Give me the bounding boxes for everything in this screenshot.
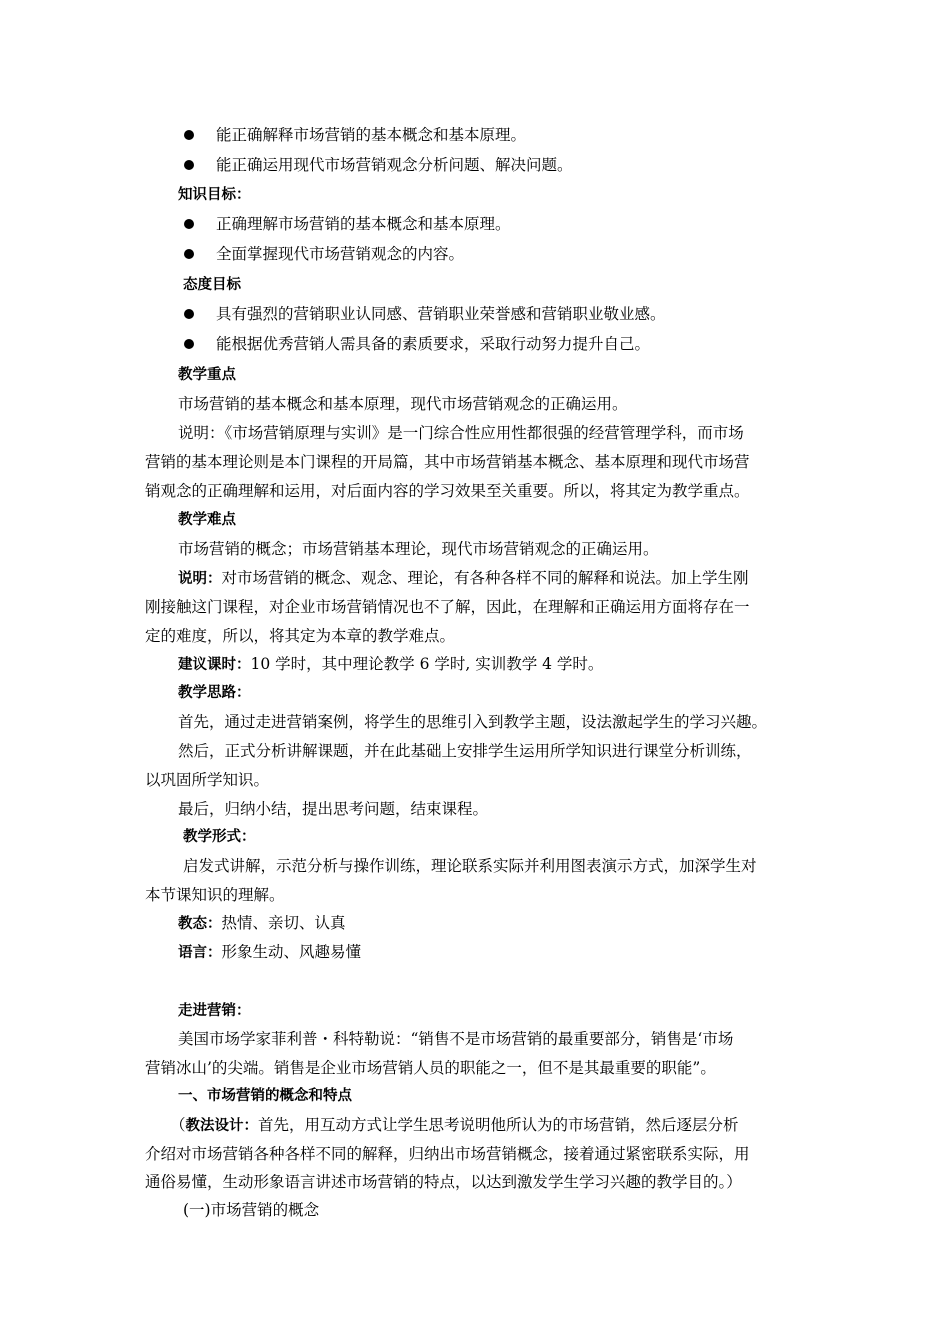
intro-heading: 走进营销：	[178, 1003, 251, 1019]
design-line: 通俗易懂，生动形象语言讲述市场营销的特点，以达到激发学生学习兴趣的教学目的。）	[145, 1173, 742, 1191]
form-heading: 教学形式：	[183, 829, 256, 845]
difficulties-note-line: 定的难度，所以，将其定为本章的教学难点。	[145, 627, 456, 645]
design-label: 教法设计：	[185, 1118, 259, 1134]
bullet-item: 全面掌握现代市场营销观念的内容。	[180, 240, 815, 268]
language-label: 语言：	[178, 945, 222, 961]
hours-line: 建议课时：10 学时，其中理论教学 6 学时, 实训教学 4 学时。	[178, 655, 604, 673]
form-line: 本节课知识的理解。	[145, 886, 285, 904]
key-points-note-line: 销观念的正确理解和运用，对后面内容的学习效果至关重要。所以，将其定为教学重点。	[145, 482, 750, 500]
difficulties-text: 市场营销的概念；市场营销基本理论，现代市场营销观念的正确运用。	[178, 540, 659, 558]
key-points-note-line: 营销的基本理论则是本门课程的开局篇，其中市场营销基本概念、基本原理和现代市场营	[145, 453, 750, 471]
approach-line: 最后，归纳小结，提出思考问题，结束课程。	[178, 800, 489, 818]
difficulties-heading: 教学难点	[178, 512, 236, 528]
design-line: （教法设计：首先，用互动方式让学生思考说明他所认为的市场营销，然后逐层分析	[170, 1116, 739, 1134]
difficulties-note-label: 说明：	[178, 571, 222, 587]
bullet-dot-icon	[184, 249, 194, 259]
section-heading: 一、市场营销的概念和特点	[178, 1088, 352, 1104]
hours-label: 建议课时：	[178, 657, 251, 673]
form-line: 启发式讲解，示范分析与操作训练，理论联系实际并利用图表演示方式，加深学生对	[183, 857, 757, 875]
bullet-item: 具有强烈的营销职业认同感、营销职业荣誉感和营销职业敬业感。	[180, 300, 815, 328]
approach-line: 首先，通过走进营销案例，将学生的思维引入到教学主题，设法激起学生的学习兴趣。	[178, 713, 768, 731]
subsection-heading: (一)市场营销的概念	[183, 1201, 320, 1219]
key-points-text: 市场营销的基本概念和基本原理，现代市场营销观念的正确运用。	[178, 395, 628, 413]
bullet-item: 能正确解释市场营销的基本概念和基本原理。	[180, 121, 815, 149]
bullet-dot-icon	[184, 339, 194, 349]
knowledge-heading: 知识目标：	[178, 187, 251, 203]
language-line: 语言：形象生动、风趣易懂	[178, 943, 362, 961]
attitude-heading: 态度目标	[183, 277, 241, 293]
difficulties-note-line: 说明：对市场营销的概念、观念、理论，有各种各样不同的解释和说法。加上学生刚	[178, 569, 749, 587]
key-points-note-line: 说明：《市场营销原理与实训》是一门综合性应用性都很强的经营管理学科，而市场	[178, 424, 744, 442]
bullet-dot-icon	[184, 309, 194, 319]
bullet-dot-icon	[184, 219, 194, 229]
bullet-item: 能根据优秀营销人需具备的素质要求，采取行动努力提升自己。	[180, 330, 815, 358]
bullet-item: 能正确运用现代市场营销观念分析问题、解决问题。	[180, 151, 815, 179]
key-points-heading: 教学重点	[178, 367, 236, 383]
intro-line: 美国市场学家菲利普・科特勒说：“销售不是市场营销的最重要部分，销售是‘市场	[178, 1030, 734, 1048]
approach-line: 然后，正式分析讲解课题，并在此基础上安排学生运用所学知识进行课堂分析训练，	[178, 742, 752, 760]
difficulties-note-line: 刚接触这门课程，对企业市场营销情况也不了解，因此，在理解和正确运用方面将存在一	[145, 598, 750, 616]
manner-label: 教态：	[178, 916, 222, 932]
bullet-dot-icon	[184, 160, 194, 170]
intro-line: 营销冰山’的尖端。销售是企业市场营销人员的职能之一，但不是其最重要的职能”。	[145, 1059, 716, 1077]
bullet-item: 正确理解市场营销的基本概念和基本原理。	[180, 210, 815, 238]
manner-line: 教态：热情、亲切、认真	[178, 914, 346, 932]
approach-heading: 教学思路：	[178, 685, 251, 701]
bullet-dot-icon	[184, 130, 194, 140]
approach-line: 以巩固所学知识。	[145, 771, 270, 789]
design-line: 介绍对市场营销各种各样不同的解释，归纳出市场营销概念，接着通过紧密联系实际，用	[145, 1145, 750, 1163]
